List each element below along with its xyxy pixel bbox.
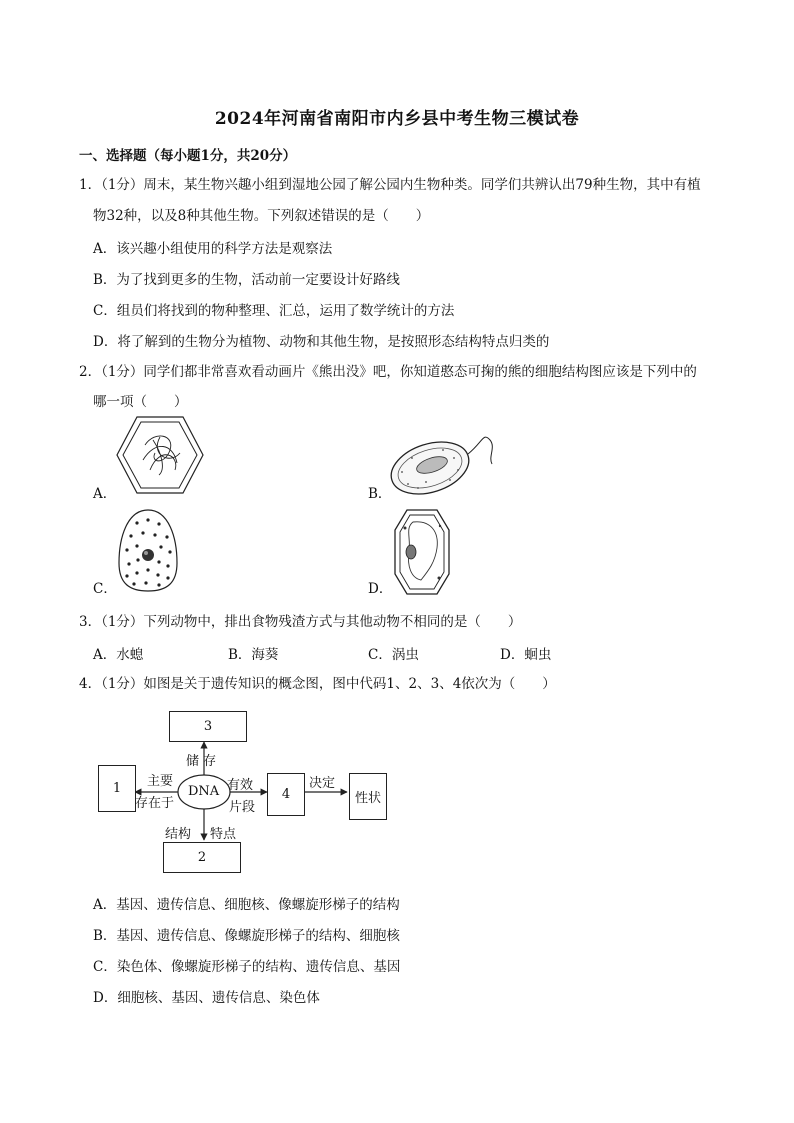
diagram-feature-label: 特点 bbox=[210, 827, 237, 842]
diagram-box-3: 3 bbox=[169, 711, 247, 742]
q2-stem-line1: 2．（1分）同学们都非常喜欢看动画片《熊出没》吧，你知道憨态可掬的熊的细胞结构图应该是下列中的 bbox=[79, 364, 697, 380]
diagram-box-trait: 性状 bbox=[349, 773, 387, 820]
q1-option-d[interactable]: D．将了解到的生物分为植物、动物和其他生物，是按照形态结构特点归类的 bbox=[93, 334, 550, 350]
diagram-exist-label: 存在于 bbox=[135, 796, 175, 811]
diagram-box-4: 4 bbox=[267, 773, 305, 816]
q4-option-c[interactable]: C．染色体、像螺旋形梯子的结构、遗传信息、基因 bbox=[93, 959, 401, 975]
diagram-effective-label: 有效 bbox=[227, 778, 254, 793]
q4-option-a[interactable]: A．基因、遗传信息、细胞核、像螺旋形梯子的结构 bbox=[93, 897, 400, 913]
section-heading: 一、选择题（每小题1分，共20分） bbox=[79, 148, 297, 164]
diagram-structure-label: 结构 bbox=[165, 827, 192, 842]
q2-option-d-label[interactable]: D． bbox=[368, 581, 393, 597]
q3-option-b[interactable]: B．海葵 bbox=[228, 647, 279, 663]
diagram-box-1: 1 bbox=[98, 765, 136, 812]
q3-option-a[interactable]: A．水螅 bbox=[93, 647, 144, 663]
diagram-main-label: 主要 bbox=[147, 774, 174, 789]
q3-option-d[interactable]: D．蛔虫 bbox=[500, 647, 552, 663]
diagram-determine-label: 决定 bbox=[309, 776, 336, 791]
q1-option-c[interactable]: C．组员们将找到的物种整理、汇总，运用了数学统计的方法 bbox=[93, 303, 455, 319]
q4-option-d[interactable]: D．细胞核、基因、遗传信息、染色体 bbox=[93, 990, 320, 1006]
q2-option-b-label[interactable]: B． bbox=[368, 486, 392, 502]
q1-stem-line2: 物32种，以及8种其他生物。下列叙述错误的是（ ） bbox=[93, 208, 430, 224]
diagram-segment-label: 片段 bbox=[229, 800, 256, 815]
q1-stem-line1: 1．（1分）周末，某生物兴趣小组到湿地公园了解公园内生物种类。同学们共辨认出79种生物，其中有植 bbox=[79, 177, 701, 193]
diagram-dna-label: DNA bbox=[188, 784, 220, 799]
q2-stem-line2: 哪一项（ ） bbox=[93, 394, 188, 410]
diagram-box-2: 2 bbox=[163, 842, 241, 873]
q2-option-a-label[interactable]: A． bbox=[93, 486, 117, 502]
q3-option-c[interactable]: C．涡虫 bbox=[368, 647, 419, 663]
q1-option-b[interactable]: B．为了找到更多的生物，活动前一定要设计好路线 bbox=[93, 272, 400, 288]
q2-option-c-label[interactable]: C． bbox=[93, 581, 117, 597]
q4-stem: 4．（1分）如图是关于遗传知识的概念图，图中代码1、2、3、4依次为（ ） bbox=[79, 676, 556, 692]
diagram-store-label: 储 存 bbox=[186, 754, 217, 769]
page-title: 2024年河南省南阳市内乡县中考生物三模试卷 bbox=[214, 109, 580, 129]
q4-option-b[interactable]: B．基因、遗传信息、像螺旋形梯子的结构、细胞核 bbox=[93, 928, 400, 944]
q1-option-a[interactable]: A．该兴趣小组使用的科学方法是观察法 bbox=[93, 241, 333, 257]
q3-stem: 3．（1分）下列动物中，排出食物残渣方式与其他动物不相同的是（ ） bbox=[79, 614, 522, 630]
